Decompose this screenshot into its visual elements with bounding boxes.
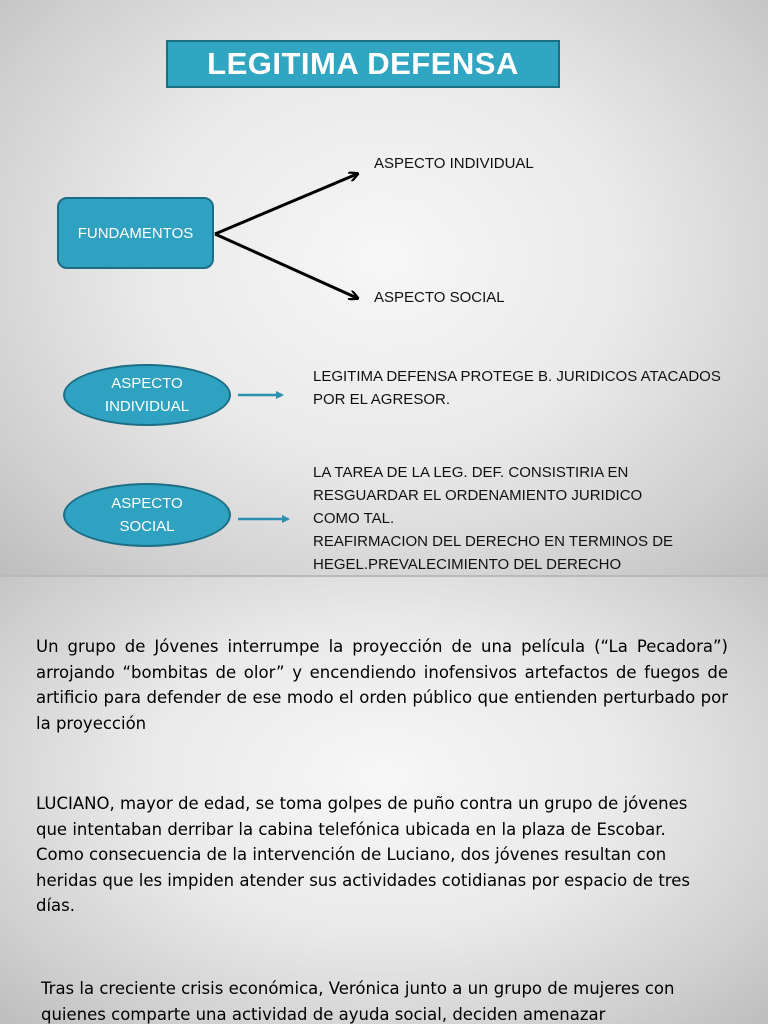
arrow-to-social: [215, 234, 357, 298]
aspecto-individual-ellipse: [63, 364, 231, 426]
label-aspecto-social: ASPECTO SOCIAL: [374, 289, 505, 306]
slide-title: LEGITIMA DEFENSA: [166, 40, 560, 88]
veronica-line1: Tras la creciente crisis económica, Verónica junto a un grupo de mujeres con: [41, 979, 675, 998]
luciano-line5: días.: [36, 896, 76, 915]
ellipse-individual-line1: ASPECTO: [111, 375, 183, 392]
social-text-line1: LA TAREA DE LA LEG. DEF. CONSISTIRIA EN: [313, 464, 629, 481]
slide-casos: [0, 577, 768, 1024]
social-explanation: [313, 461, 673, 575]
social-text-line4: REAFIRMACION DEL DERECHO EN TERMINOS DE: [313, 533, 674, 550]
case-paragraph-peliculas: Un grupo de Jóvenes interrumpe la proyección de una película (“La Pecadora”) arrojando “bombitas de olor” y encendiendo inofensivos artefactos de fuegos de artificio para defender de ese modo el orden público que entienden perturbado por la proyección: [36, 637, 728, 733]
case-paragraph-luciano: [36, 791, 728, 919]
luciano-line3: Como consecuencia de la intervención de Luciano, dos jóvenes resultan con: [36, 845, 667, 864]
ellipse-individual-line2: INDIVIDUAL: [104, 398, 190, 415]
social-text-line3: COMO TAL.: [313, 510, 395, 527]
arrow-to-individual: [215, 174, 357, 234]
social-text-line5: HEGEL.PREVALECIMIENTO DEL DERECHO: [313, 556, 622, 573]
aspecto-social-ellipse: [63, 483, 231, 547]
individual-explanation: [313, 365, 721, 411]
ellipse-social-line1: ASPECTO: [111, 495, 183, 512]
fundamentos-box: FUNDAMENTOS: [57, 197, 214, 269]
social-text-line2: RESGUARDAR EL ORDENAMIENTO JURIDICO: [313, 487, 643, 504]
label-aspecto-individual: ASPECTO INDIVIDUAL: [374, 155, 534, 172]
individual-text-line1: LEGITIMA DEFENSA PROTEGE B. JURIDICOS ATACADOS: [313, 368, 721, 385]
luciano-line1: LUCIANO, mayor de edad, se toma golpes de puño contra un grupo de jóvenes: [36, 794, 688, 813]
luciano-line2: que intentaban derribar la cabina telefónica ubicada en la plaza de Escobar.: [36, 819, 666, 839]
case-paragraph-veronica: [41, 976, 733, 1024]
veronica-line2: quienes comparte una actividad de ayuda social, deciden amenazar: [41, 1004, 606, 1024]
ellipse-social-line2: SOCIAL: [119, 518, 175, 535]
luciano-line4: heridas que les impiden atender sus actividades cotidianas por espacio de tres: [36, 870, 690, 890]
individual-text-line2: POR EL AGRESOR.: [313, 391, 450, 408]
